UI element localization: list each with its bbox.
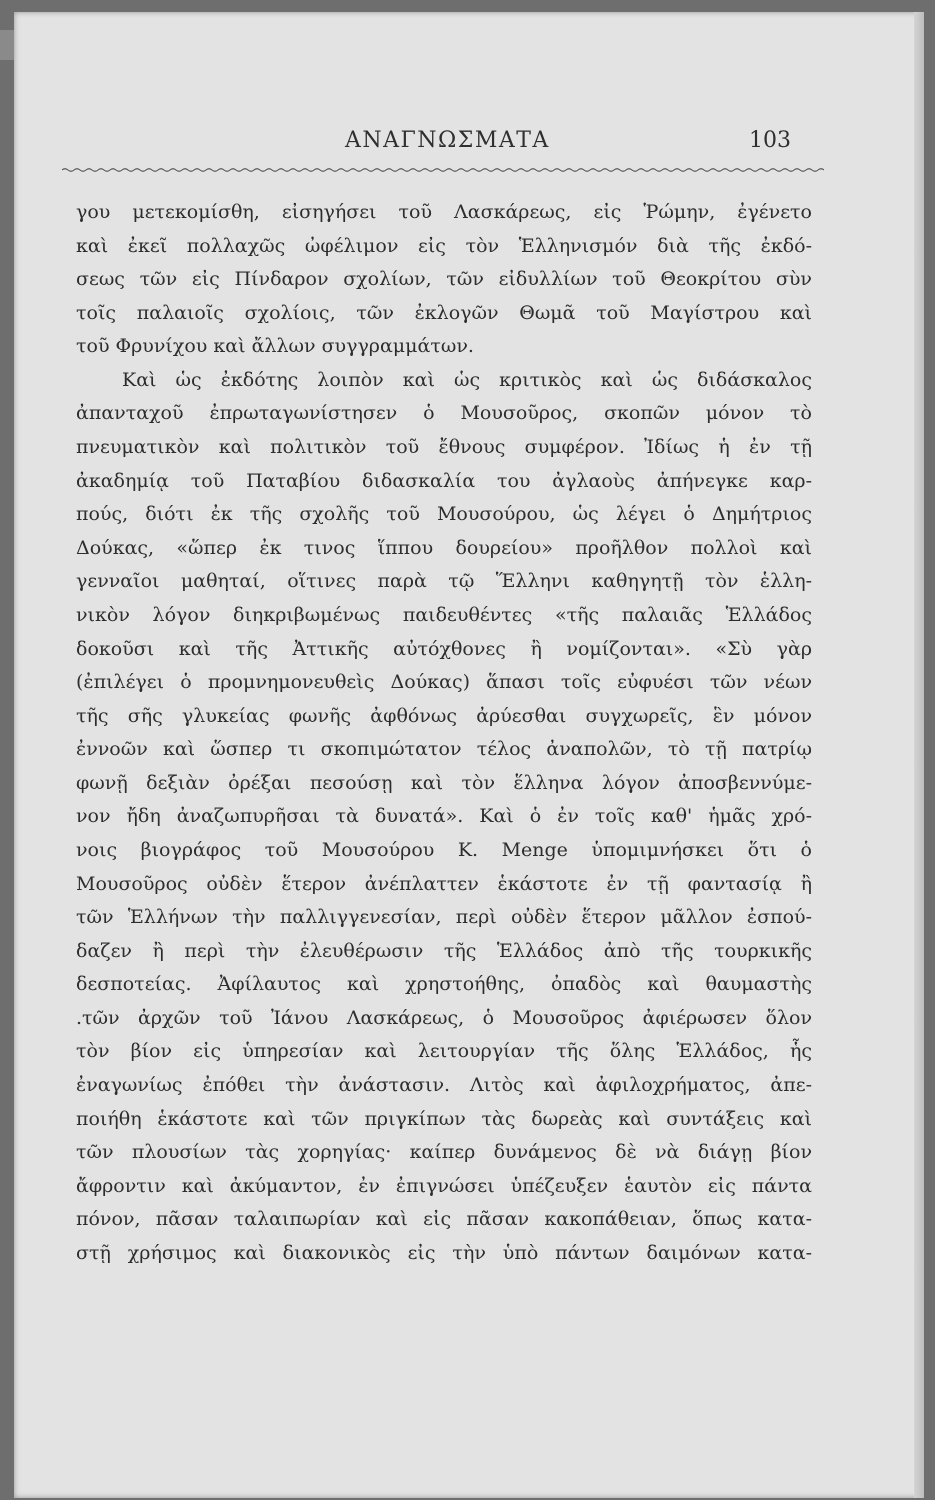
text-line: νοις βιογράφος τοῦ Μουσούρου Κ. Menge ὑπομιμνήσκει ὅτι ὁ <box>76 838 812 861</box>
text-line: τοῦ Φρυνίχου καὶ ἄλλων συγγραμμάτων. <box>76 335 474 358</box>
text-line: γου μετεκομίσθη, εἰσηγήσει τοῦ Λασκάρεως, εἰς Ῥώμην, ἐγένετο <box>76 201 812 223</box>
text-line: ἀπανταχοῦ ἐπρωταγωνίστησεν ὁ Μουσοῦρος, σκοπῶν μόνον τὸ <box>76 402 812 425</box>
text-line: πούς, διότι ἐκ τῆς σχολῆς τοῦ Μουσούρου, ὡς λέγει ὁ Δημήτριος <box>76 503 812 526</box>
body-text <box>76 196 812 1271</box>
scan-edge-mark <box>0 30 14 60</box>
text-line: σεως τῶν εἰς Πίνδαρον σχολίων, τῶν εἰδυλλίων τοῦ Θεοκρίτου σὺν <box>76 268 812 291</box>
text-line: νον ἤδη ἀναζωπυρῆσαι τὰ δυνατά». Καὶ ὁ ἐν τοῖς καθ' ἡμᾶς χρό- <box>76 805 812 828</box>
text-line: πνευματικὸν καὶ πολιτικὸν τοῦ ἔθνους συμφέρον. Ἰδίως ἡ ἐν τῇ <box>76 436 812 459</box>
book-page <box>14 12 924 1498</box>
text-line: τῶν Ἑλλήνων τὴν παλλιγγενεσίαν, περὶ οὐδὲν ἕτερον μᾶλλον ἐσπού- <box>76 906 812 929</box>
text-line: Μουσοῦρος οὐδὲν ἕτερον ἀνέπλαττεν ἑκάστοτε ἐν τῇ φαντασίᾳ ἢ <box>76 872 812 895</box>
text-line: γενναῖοι μαθηταί, οἵτινες παρὰ τῷ Ἕλληνι καθηγητῇ τὸν ἑλλη- <box>76 570 812 593</box>
page-number: 103 <box>749 128 791 153</box>
page-edge <box>914 12 924 1498</box>
text-line: ἐννοῶν καὶ ὥσπερ τι σκοπιμώτατον τέλος ἀναπολῶν, τὸ τῇ πατρίῳ <box>76 738 812 761</box>
running-head <box>62 128 824 168</box>
text-line: καὶ ἐκεῖ πολλαχῶς ὠφέλιμον εἰς τὸν Ἑλληνισμόν διὰ τῆς ἐκδό- <box>76 234 812 257</box>
text-line: τῶν πλουσίων τὰς χορηγίας· καίπερ δυνάμενος δὲ νὰ διάγῃ βίον <box>76 1141 812 1164</box>
text-line: τῆς σῆς γλυκείας φωνῆς ἀφθόνως ἀρύεσθαι συγχωρεῖς, ἓν μόνον <box>76 704 812 727</box>
text-line: Δούκας, «ὥπερ ἐκ τινος ἵππου δουρείου» προῆλθον πολλοὶ καὶ <box>76 536 812 559</box>
text-line: δεσποτείας. Ἀφίλαυτος καὶ χρηστοήθης, ὀπαδὸς καὶ θαυμαστὴς <box>76 973 812 996</box>
wavy-rule-divider <box>62 166 824 174</box>
paragraph-start-line: Καὶ ὡς ἐκδότης λοιπὸν καὶ ὡς κριτικὸς καὶ ὡς διδάσκαλος <box>122 368 812 391</box>
text-line: πόνον, πᾶσαν ταλαιπωρίαν καὶ εἰς πᾶσαν κακοπάθειαν, ὅπως κατα- <box>76 1208 812 1231</box>
text-line: νικὸν λόγον διηκριβωμένως παιδευθέντες «τῆς παλαιᾶς Ἑλλάδος <box>76 603 812 626</box>
text-line: ἐναγωνίως ἐπόθει τὴν ἀνάστασιν. Λιτὸς καὶ ἀφιλοχρήματος, ἀπε- <box>76 1074 812 1097</box>
text-line: φωνῇ δεξιὰν ὀρέξαι πεσούσῃ καὶ τὸν ἕλληνα λόγον ἀποσβεννύμε- <box>76 771 812 794</box>
text-line: δοκοῦσι καὶ τῆς Ἀττικῆς αὐτόχθονες ἢ νομίζονται». «Σὺ γὰρ <box>76 637 812 660</box>
text-line: δαζεν ἢ περὶ τὴν ἐλευθέρωσιν τῆς Ἑλλάδος ἀπὸ τῆς τουρκικῆς <box>76 939 812 962</box>
text-line: τοῖς παλαιοῖς σχολίοις, τῶν ἐκλογῶν Θωμᾶ τοῦ Μαγίστρου καὶ <box>76 301 812 324</box>
text-line: .τῶν ἀρχῶν τοῦ Ἰάνου Λασκάρεως, ὁ Μουσοῦρος ἀφιέρωσεν ὅλον <box>76 1006 812 1029</box>
text-line: στῇ χρήσιμος καὶ διακονικὸς εἰς τὴν ὑπὸ πάντων δαιμόνων κατα- <box>76 1241 812 1264</box>
text-line: ἄφροντιν καὶ ἀκύμαντον, ἐν ἐπιγνώσει ὑπέζευξεν ἑαυτὸν εἰς πάντα <box>76 1174 812 1197</box>
text-line: τὸν βίον εἰς ὑπηρεσίαν καὶ λειτουργίαν τῆς ὅλης Ἑλλάδος, ἧς <box>76 1040 812 1063</box>
text-line: ποιήθη ἑκάστοτε καὶ τῶν πριγκίπων τὰς δωρεὰς καὶ συντάξεις καὶ <box>76 1107 812 1130</box>
text-line: (ἐπιλέγει ὁ προμνημονευθεὶς Δούκας) ἅπασι τοῖς εὐφυέσι τῶν νέων <box>76 671 812 694</box>
running-title: ΑΝΑΓΝΩΣΜΑΤΑ <box>345 128 550 153</box>
text-line: ἀκαδημίᾳ τοῦ Παταβίου διδασκαλία του ἀγλαοὺς ἀπήνεγκε καρ- <box>76 469 812 492</box>
